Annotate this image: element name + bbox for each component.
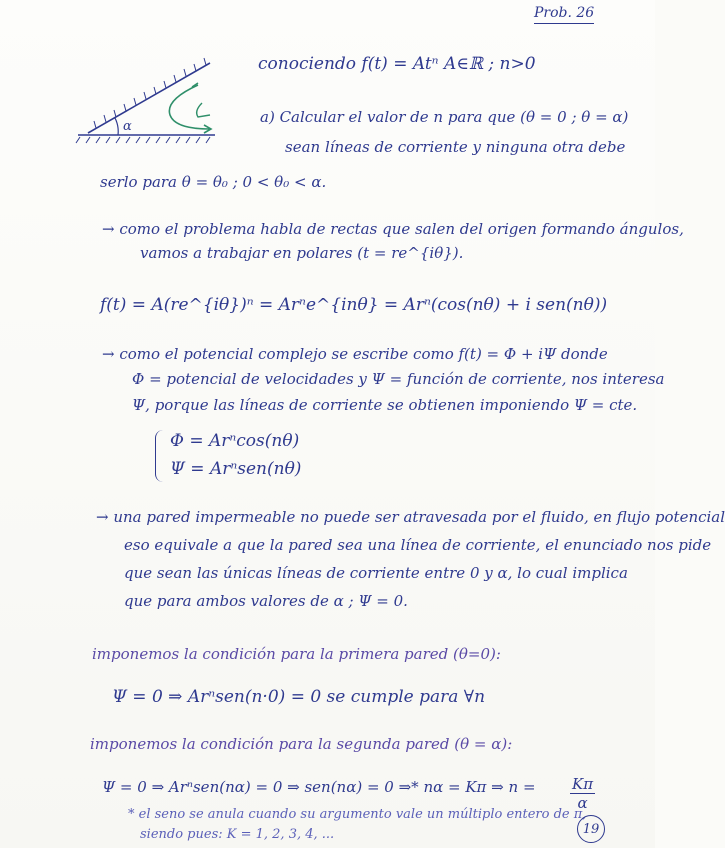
polar-line-1: → como el problema habla de rectas que salen del origen formando ángulos, <box>102 220 684 238</box>
first-wall-equation: Ψ = 0 ⇒ Arⁿsen(n·0) = 0 se cumple para ∀n <box>112 687 486 707</box>
polar-line-2: vamos a trabajar en polares (t = re^{iθ}). <box>140 244 464 262</box>
page-number: 19 <box>582 821 600 837</box>
part-a-line-1: a) Calcular el valor de n para que (θ = 0 ; θ = α) <box>260 108 629 126</box>
footnote-line-2: siendo pues: K = 1, 2, 3, 4, ... <box>140 827 335 842</box>
problem-label: Prob. 26 <box>534 4 594 24</box>
wall-line-2: eso equivale a que la pared sea una línea de corriente, el enunciado nos pide <box>124 536 712 554</box>
angle-label: α <box>123 119 132 134</box>
wall-line-3: que sean las únicas líneas de corriente entre 0 y α, lo cual implica <box>124 564 628 582</box>
first-wall-heading: imponemos la condición para la primera pared (θ=0): <box>92 645 501 663</box>
fraction-numerator: Kπ <box>572 775 594 793</box>
fraction-denominator: α <box>577 794 588 812</box>
potential-line-3: Ψ, porque las líneas de corriente se obtienen imponiendo Ψ = cte. <box>132 396 638 414</box>
wedge-figure <box>70 55 220 145</box>
part-a-line-3: serlo para θ = θ₀ ; 0 < θ₀ < α. <box>100 173 327 191</box>
page-number-badge <box>577 815 605 843</box>
footnote-line-1: * el seno se anula cuando su argumento vale un múltiplo entero de π, <box>128 807 587 822</box>
wall-line-1: → una pared impermeable no puede ser atravesada por el fluido, en flujo potencial <box>96 508 725 526</box>
system-brace <box>155 430 166 482</box>
potential-line-2: Φ = potencial de velocidades y Ψ = función de corriente, nos interesa <box>132 370 665 388</box>
second-wall-heading: imponemos la condición para la segunda pared (θ = α): <box>90 735 513 753</box>
second-wall-equation: Ψ = 0 ⇒ Arⁿsen(nα) = 0 ⇒ sen(nα) = 0 ⇒* nα = Kπ ⇒ n = <box>102 778 536 796</box>
system-psi: Ψ = Arⁿsen(nθ) <box>170 459 302 479</box>
part-a-line-2: sean líneas de corriente y ninguna otra debe <box>285 138 626 156</box>
complex-equation: f(t) = A(re^{iθ})ⁿ = Arⁿe^{inθ} = Arⁿ(cos(nθ) + i sen(nθ)) <box>100 295 608 315</box>
wall-line-4: que para ambos valores de α ; Ψ = 0. <box>124 592 408 610</box>
system-phi: Φ = Arⁿcos(nθ) <box>170 431 300 451</box>
potential-line-1: → como el potencial complejo se escribe como f(t) = Φ + iΨ donde <box>102 345 608 363</box>
given-statement: conociendo f(t) = Atⁿ A∈ℝ ; n>0 <box>258 54 536 74</box>
